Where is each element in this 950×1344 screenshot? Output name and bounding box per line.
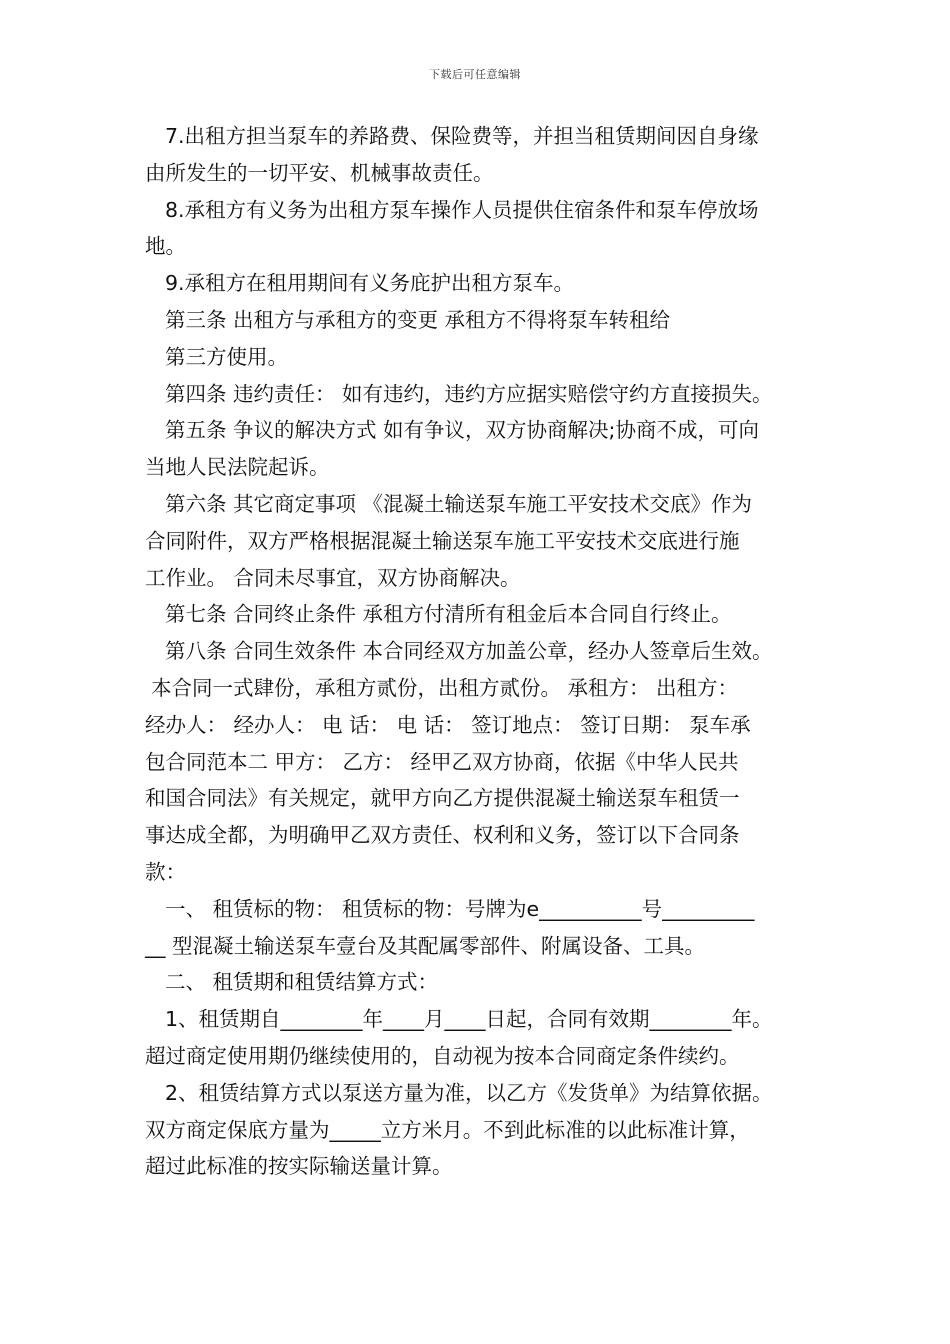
text-line: 一、 租赁标的物： 租赁标的物：号牌为e__________号_________ [165, 896, 755, 921]
text-line: 第七条 合同终止条件 承租方付清所有租金后本合同自行终止。 [165, 602, 732, 627]
text-line: 合同附件，双方严格根据混凝土输送泵车施工平安技术交底进行施 [145, 528, 740, 553]
text-line: 和国合同法》有关规定，就甲方向乙方提供混凝土输送泵车租赁一 [145, 786, 740, 811]
text-line: 超过商定使用期仍继续使用的，自动视为按本合同商定条件续约。 [145, 1043, 740, 1068]
text-line: 第六条 其它商定事项 《混凝土输送泵车施工平安技术交底》作为 [165, 491, 753, 516]
text-line: 事达成全都，为明确甲乙双方责任、权利和义务，签订以下合同条 [145, 823, 740, 848]
text-line: 当地人民法院起诉。 [145, 455, 330, 480]
text-line: 第三方使用。 [165, 344, 288, 369]
text-line: 2、租赁结算方式以泵送方量为准，以乙方《发货单》为结算依据。 [165, 1080, 773, 1105]
text-line: 经办人： 经办人： 电 话： 电 话： 签订地点： 签订日期： 泵车承 [145, 712, 751, 737]
text-line: 本合同一式肆份，承租方贰份，出租方贰份。 承租方： 出租方： [151, 675, 739, 700]
text-line: 1、租赁期自________年____月____日起，合同有效期________年。 [165, 1007, 773, 1032]
text-line: 工作业。 合同未尽事宜，双方协商解决。 [145, 565, 521, 590]
text-line: 款： [145, 859, 186, 884]
text-line: 二、 租赁期和租赁结算方式： [165, 970, 439, 995]
text-line: 由所发生的一切平安、机械事故责任。 [145, 160, 494, 185]
text-line: __ 型混凝土输送泵车壹台及其配属零部件、附属设备、工具。 [145, 933, 706, 958]
text-line: 8.承租方有义务为出租方泵车操作人员提供住宿条件和泵车停放场 [165, 197, 759, 222]
text-line: 包合同范本二 甲方： 乙方： 经甲乙双方协商，依据《中华人民共 [145, 749, 739, 774]
page-header: 下载后可任意编辑 [429, 68, 521, 81]
text-line: 双方商定保底方量为_____立方米月。不到此标准的以此标准计算， [145, 1117, 750, 1142]
text-line: 超过此标准的按实际输送量计算。 [145, 1154, 453, 1179]
text-line: 9.承租方在租用期间有义务庇护出租方泵车。 [165, 271, 575, 296]
text-line: 第三条 出租方与承租方的变更 承租方不得将泵车转租给 [165, 307, 671, 332]
text-line: 地。 [145, 234, 186, 259]
document-body [145, 118, 811, 1185]
text-line: 7.出租方担当泵车的养路费、保险费等，并担当租赁期间因自身缘 [165, 124, 759, 148]
text-line: 第八条 合同生效条件 本合同经双方加盖公章，经办人签章后生效。 [165, 639, 773, 664]
text-line: 第四条 违约责任： 如有违约，违约方应据实赔偿守约方直接损失。 [165, 381, 773, 406]
text-line: 第五条 争议的解决方式 如有争议，双方协商解决;协商不成，可向 [165, 418, 759, 443]
